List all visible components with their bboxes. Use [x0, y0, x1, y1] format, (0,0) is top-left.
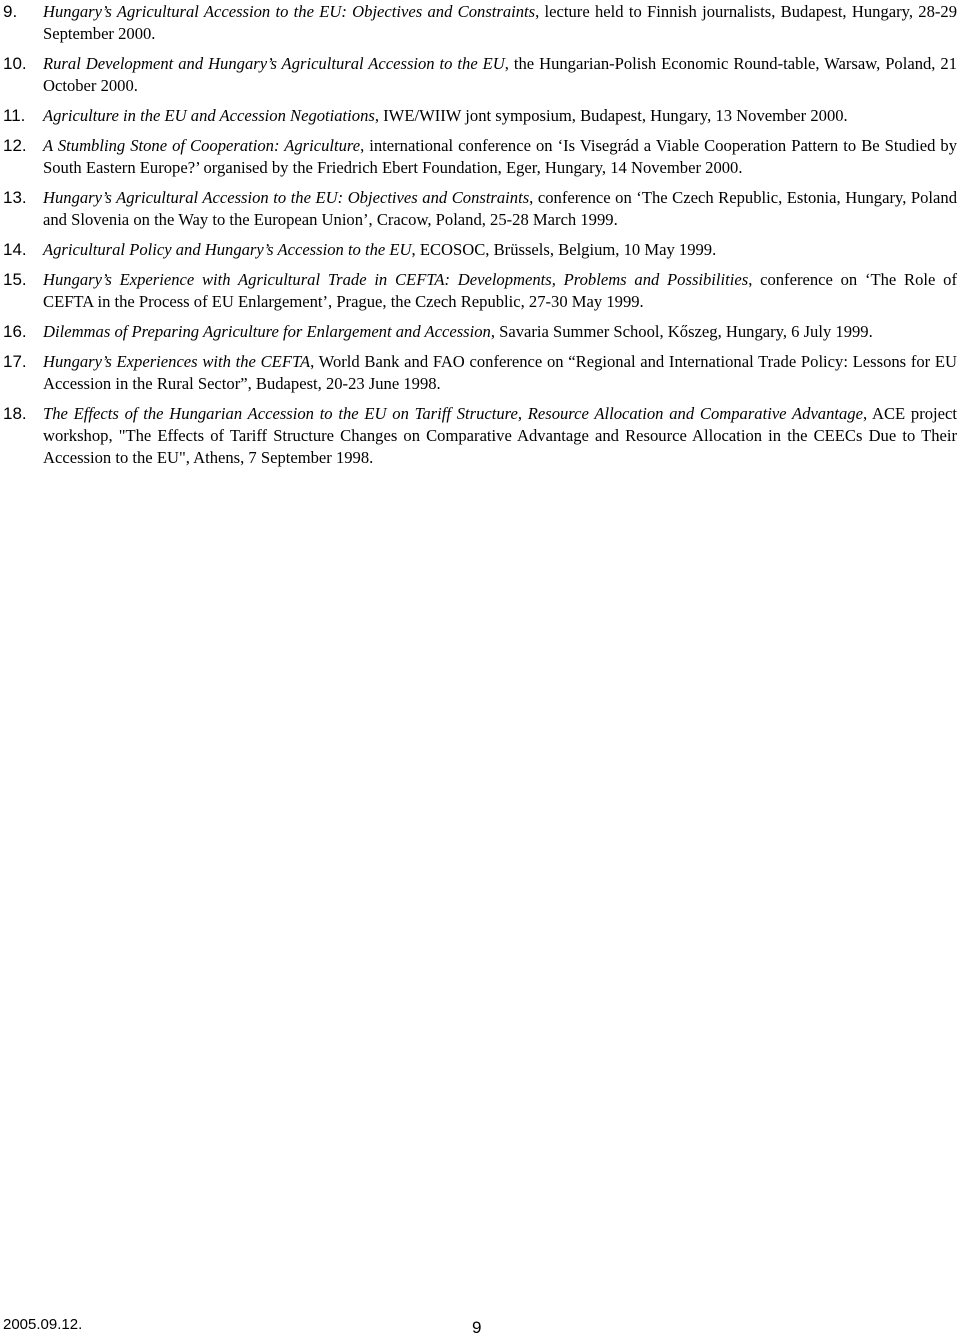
- item-number: 16.: [3, 322, 27, 341]
- item-details: , IWE/WIIW jont symposium, Budapest, Hungary, 13 November 2000.: [374, 106, 848, 125]
- item-number: 14.: [3, 240, 27, 259]
- item-details: , lecture held to Finnish journalists, Budapest, Hungary, 28-29 September 2000.: [43, 2, 957, 43]
- item-details: , ACE project workshop, "The Effects of Tariff Structure Changes on Comparative Advantage and Resource Allocation in the CEECs Due to Their Accession to the EU", Athens, 7 September 1998.: [43, 404, 958, 467]
- list-item: [3, 239, 957, 261]
- item-number: 18.: [3, 404, 27, 423]
- item-number: 10.: [3, 54, 27, 73]
- item-title: Dilemmas of Preparing Agriculture for Enlargement and Accession: [43, 322, 491, 341]
- list-item: [3, 1, 957, 45]
- item-details: , international conference on ‘Is Visegrád a Viable Cooperation Pattern to Be Studied by South Eastern Europe?’ organised by the Friedrich Ebert Foundation, Eger, Hungary, 14 November 2000.: [43, 136, 957, 177]
- list-item: [3, 269, 957, 313]
- item-title: Hungary’s Agricultural Accession to the EU: Objectives and Constraints: [43, 188, 530, 207]
- item-title: The Effects of the Hungarian Accession to the EU on Tariff Structure, Resource Allocation and Comparative Advantage: [43, 404, 863, 423]
- item-number: 12.: [3, 136, 27, 155]
- list-item: [3, 351, 957, 395]
- item-number: 11.: [3, 106, 26, 125]
- item-details: , World Bank and FAO conference on “Regional and International Trade Policy: Lessons for EU Accession in the Rural Sector”, Budapest, 20-23 June 1998.: [43, 352, 958, 393]
- item-title: Rural Development and Hungary’s Agricultural Accession to the EU: [43, 54, 505, 73]
- list-item: [3, 321, 957, 343]
- item-number: 9.: [3, 2, 18, 21]
- item-details: , conference on ‘The Role of CEFTA in the Process of EU Enlargement’, Prague, the Czech Republic, 27-30 May 1999.: [43, 270, 957, 311]
- list-item: [3, 187, 957, 231]
- item-title: Hungary’s Experience with Agricultural Trade in CEFTA: Developments, Problems and Possibilities: [43, 270, 749, 289]
- list-item: [3, 105, 957, 127]
- item-number: 15.: [3, 270, 27, 289]
- list-item: [3, 135, 957, 179]
- item-details: , Savaria Summer School, Kőszeg, Hungary, 6 July 1999.: [490, 322, 873, 341]
- list-item: [3, 403, 957, 469]
- item-title: A Stumbling Stone of Cooperation: Agriculture: [43, 136, 361, 155]
- item-details: , conference on ‘The Czech Republic, Estonia, Hungary, Poland and Slovenia on the Way to the European Union’, Cracow, Poland, 25-28 March 1999.: [43, 188, 957, 229]
- item-title: Hungary’s Experiences with the CEFTA: [43, 352, 311, 371]
- publication-list: [3, 1, 957, 477]
- item-title: Agriculture in the EU and Accession Negotiations: [43, 106, 375, 125]
- item-title: Hungary’s Agricultural Accession to the EU: Objectives and Constraints: [43, 2, 536, 21]
- item-details: , the Hungarian-Polish Economic Round-table, Warsaw, Poland, 21 October 2000.: [43, 54, 957, 95]
- item-number: 17.: [3, 352, 27, 371]
- list-item: [3, 53, 957, 97]
- item-number: 13.: [3, 188, 27, 207]
- item-title: Agricultural Policy and Hungary’s Accession to the EU: [43, 240, 412, 259]
- footer-date: 2005.09.12.: [3, 1316, 83, 1333]
- page-number: 9: [472, 1318, 482, 1337]
- item-details: , ECOSOC, Brüssels, Belgium, 10 May 1999.: [411, 240, 717, 259]
